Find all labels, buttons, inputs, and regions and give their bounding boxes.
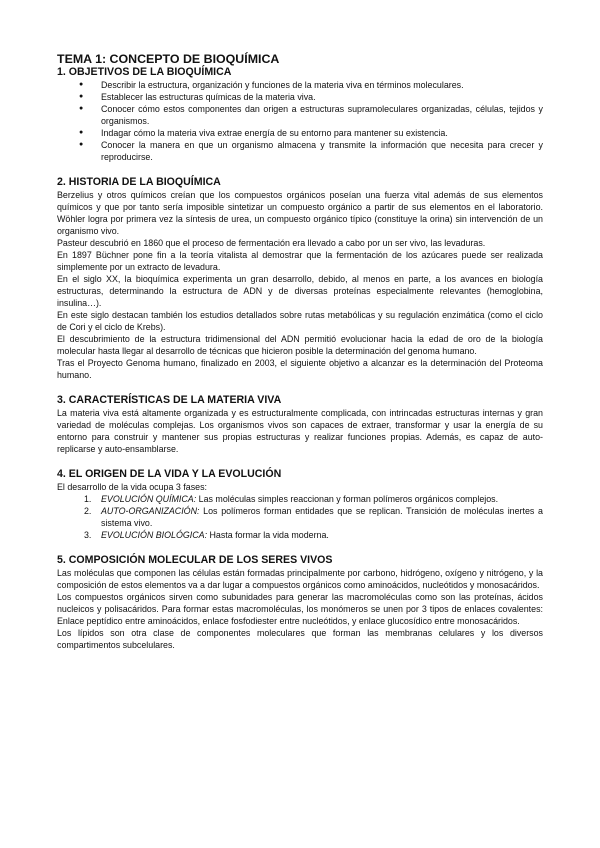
section-composicion [57, 554, 543, 651]
list-number: 3. [84, 530, 92, 540]
list-number: 1. [84, 494, 92, 504]
phase-text: Las moléculas simples reaccionan y forman polímeros orgánicos complejos. [196, 494, 499, 504]
phase-term: AUTO-ORGANIZACIÓN: [101, 506, 200, 516]
list-item: ● Indagar cómo la materia viva extrae energía de su entorno para mantener su existencia. [101, 127, 543, 139]
paragraph: El descubrimiento de la estructura tridimensional del ADN permitió evolucionar hacia la edad de oro de la biología molecular hasta llegar al desarrollo de técnicas que hicieron posible la determinación del genoma humano. [57, 334, 543, 356]
paragraph: La materia viva está altamente organizada y es estructuralmente complicada, con intrincadas estructuras internas y gran variedad de moléculas complejas. Los organismos vivos son capaces de extraer, transformar y usar la energía de su entorno para construir y mantener sus propias estructuras y realizar funciones propias. Además, es capaz de auto-replicarse y auto-ensamblarse. [57, 408, 543, 454]
paragraph: Las moléculas que componen las células están formadas principalmente por carbono, hidrógeno, oxígeno y nitrógeno, y la composición de estos elementos va a dar lugar a compuestos orgánicos como aminoácidos, nucleótidos y monosacáridos. [57, 568, 543, 590]
phases-list [57, 493, 543, 541]
list-item [84, 493, 543, 505]
section-heading: 5. COMPOSICIÓN MOLECULAR DE LOS SERES VIVOS [57, 554, 333, 566]
section-heading: 4. EL ORIGEN DE LA VIDA Y LA EVOLUCIÓN [57, 468, 282, 480]
list-item [84, 505, 543, 529]
list-item: ● Establecer las estructuras químicas de la materia viva. [101, 91, 543, 103]
list-item: ● Describir la estructura, organización y funciones de la materia viva en términos moleculares. [101, 79, 543, 91]
paragraph: Berzelius y otros químicos creían que los compuestos orgánicos poseían una fuerza vital además de sus elementos químicos y que por tanto sería imposible sintetizar un compuesto orgánico a partir de sus elementos en el laboratorio. Wöhler logra por primera vez la síntesis de urea, un compuesto orgánico típico (constituye la orina) sin intervención de un organismo vivo. [57, 190, 543, 236]
phase-term: EVOLUCIÓN QUÍMICA: [101, 494, 197, 504]
phase-text: Hasta formar la vida moderna. [207, 530, 329, 540]
paragraph: En 1897 Büchner pone fin a la teoría vitalista al demostrar que la fermentación de los azúcares puede ser realizada simplemente por un extracto de levadura. [57, 250, 543, 272]
document-page [57, 52, 543, 651]
phase-text: Los polímeros forman entidades que se replican. Transición de moléculas inertes a sistema vivo. [101, 506, 543, 528]
objectives-list [57, 79, 543, 163]
paragraph: Tras el Proyecto Genoma humano, finalizado en 2003, el siguiente objetivo a alcanzar es la determinación del Proteoma humano. [57, 358, 543, 380]
phase-term: EVOLUCIÓN BIOLÓGICA: [101, 530, 208, 540]
section-heading: 3. CARACTERÍSTICAS DE LA MATERIA VIVA [57, 394, 282, 406]
paragraph: El desarrollo de la vida ocupa 3 fases: [57, 482, 207, 492]
section-heading: 2. HISTORIA DE LA BIOQUÍMICA [57, 176, 221, 188]
section-heading: 1. OBJETIVOS DE LA BIOQUÍMICA [57, 66, 232, 78]
section-origen [57, 468, 543, 541]
list-number: 2. [84, 506, 92, 516]
list-item: ● Conocer la manera en que un organismo almacena y transmite la información que necesita para crecer y reproducirse. [101, 139, 543, 163]
paragraph: Los compuestos orgánicos sirven como subunidades para generar las macromoléculas como son las proteínas, ácidos nucleicos y polisacáridos. Para formar estas macromoléculas, los monómeros se unen por 3 tipos de enlaces covalentes: Enlace peptídico entre aminoácidos, enlace fosfodiester entre nucleótidos, y enlace glucosídico entre monosacáridos. [57, 592, 543, 626]
paragraph: Pasteur descubrió en 1860 que el proceso de fermentación era llevado a cabo por un ser vivo, las levaduras. [57, 238, 486, 248]
list-item: ● Conocer cómo estos componentes dan origen a estructuras supramoleculares organizadas, células, tejidos y organismos. [101, 103, 543, 127]
paragraph: En el siglo XX, la bioquímica experimenta un gran desarrollo, debido, al menos en parte, a los avances en biología estructuras, determinando la estructura de ADN y de diversas proteínas especialmente relevantes (hemoglobina, insulina…). [57, 274, 543, 308]
paragraph: En este siglo destacan también los estudios detallados sobre rutas metabólicas y su regulación enzimática (como el ciclo de Cori y el ciclo de Krebs). [57, 310, 543, 332]
section-caracteristicas [57, 394, 543, 455]
paragraph: Los lípidos son otra clase de componentes moleculares que forman las membranas celulares y los diversos compartimentos subcelulares. [57, 628, 543, 650]
section-historia [57, 176, 543, 381]
document-title: TEMA 1: CONCEPTO DE BIOQUÍMICA [57, 52, 280, 66]
section-objetivos [57, 66, 543, 163]
list-item [84, 529, 543, 541]
